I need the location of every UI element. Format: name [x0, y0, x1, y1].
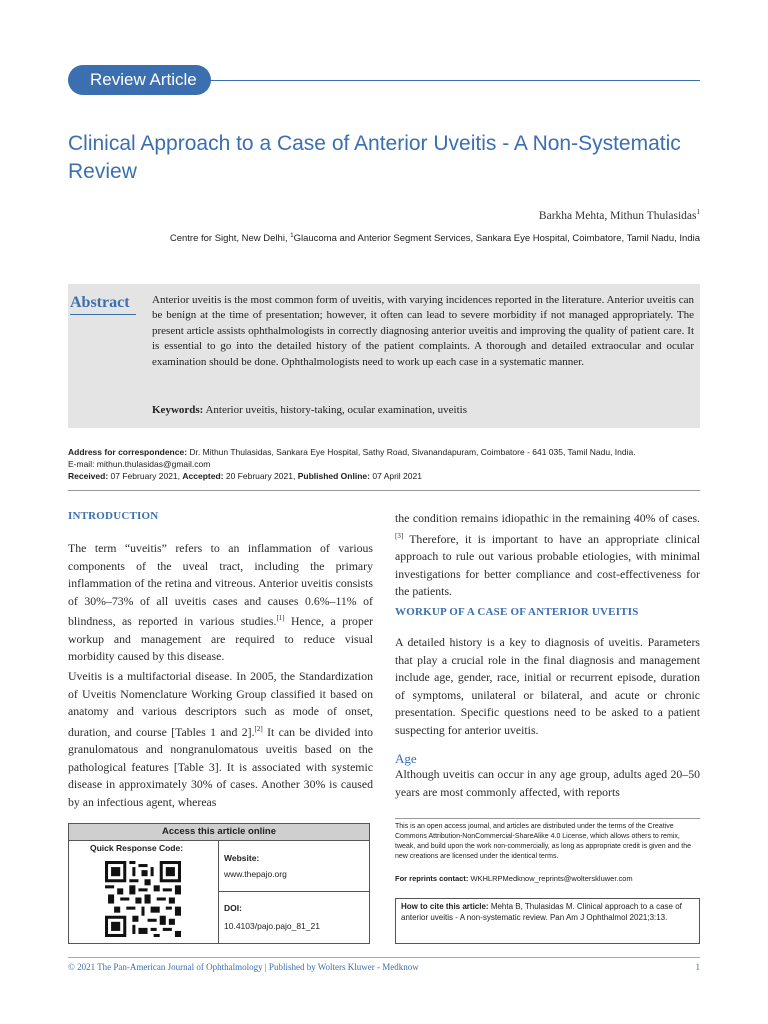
access-divider-h: [68, 840, 370, 841]
access-box-header: Access this article online: [69, 824, 369, 840]
right-paragraph-0: [395, 510, 700, 601]
access-divider-v: [218, 840, 219, 944]
received-date: 07 February 2021,: [110, 471, 181, 481]
published-label: Published Online:: [297, 471, 370, 481]
page-number: 1: [695, 962, 700, 972]
accepted-label: Accepted:: [182, 471, 224, 481]
website-link[interactable]: www.thepajo.org: [224, 869, 287, 879]
affiliation: [170, 233, 700, 244]
license-text: This is an open access journal, and articles are distributed under the terms of the Creative Commons Attribution-NonCommercial-ShareAlike 4.0 License, which allows others to remix, tweak, and build upon the work non-commercially, as long as appropriate credit is given and the new creations are licensed under the identical terms.: [395, 823, 691, 860]
authors-names: Barkha Mehta, Mithun Thulasidas: [538, 209, 697, 222]
keywords: [152, 404, 694, 416]
doi-link[interactable]: 10.4103/pajo.pajo_81_21: [224, 921, 320, 931]
license-divider: [395, 818, 700, 819]
intro-p1-text-cont: Hence, a proper workup and management are required to reduce visual morbidity caused by this disease.: [68, 614, 374, 664]
ref-3[interactable]: [3]: [395, 531, 404, 540]
intro-p2-text-cont: It can be divided into granulomatous and nongranulomatous uveitis based on the pathological features [Table 3]. It is associated with systemic disease in approximately 30% of cases. Another 30% is caused by an infectious agent, whereas: [68, 724, 373, 810]
address-label: Address for correspondence:: [68, 447, 188, 457]
article-type-badge: Review Article: [68, 65, 211, 95]
citation-label: How to cite this article:: [401, 902, 489, 911]
accepted-date: 20 February 2021,: [225, 471, 296, 481]
affiliation-prefix: Centre for Sight, New Delhi,: [169, 233, 291, 245]
reprints-label: For reprints contact:: [395, 874, 469, 883]
email: E-mail: mithun.thulasidas@gmail.com: [68, 459, 211, 469]
citation-body: Mehta B, Thulasidas M. Clinical approach to a case of anterior uveitis - A non-systematic review. Pan Am J Ophthalmol 2021;3:13.: [401, 902, 682, 922]
article-title: Clinical Approach to a Case of Anterior Uveitis - A Non-Systematic Review: [68, 132, 681, 183]
affiliation-sup: 1: [290, 233, 294, 239]
ref-1[interactable]: [1]: [276, 614, 285, 623]
reprints-contact: [395, 874, 705, 883]
authors-sup: 1: [696, 208, 700, 216]
ref-2[interactable]: [2]: [254, 724, 263, 733]
received-label: Received:: [68, 471, 109, 481]
subheading-age: Age: [395, 751, 417, 766]
intro-p2-text: Uveitis is a multifactorial disease. In 2005, the Standardization of Uveitis Nomenclature Working Group classified it based on anatomy and various descriptors such as mode of onset, duration, and course [Tables 1 and 2].: [68, 669, 373, 739]
intro-paragraph-1: [68, 540, 373, 666]
website-label: Website:: [224, 853, 260, 863]
workup-paragraph: A detailed history is a key to diagnosis of uveitis. Parameters that play a crucial role in the final diagnosis and management include age, gender, race, initial or recurrent episode, duration of symptoms, unilateral or bilateral, and acute or chronic presentation. Specific questions need to be asked to a patient suspecting for anterior uveitis.: [395, 635, 700, 737]
meta-divider: [68, 490, 700, 491]
intro-p1-text: The term “uveitis” refers to an inflammation of various components of the uveal tract, including the primary inflammation of the retina and vitreous. Anterior uveitis consists of 30%–73% of all uveitis cases and causes 0.6%–11% of blindness, as reported in various studies.: [68, 541, 373, 629]
footer-rule: [68, 957, 700, 958]
age-paragraph: Although uveitis can occur in any age group, adults aged 20–50 years are most commonly affected, with reports: [395, 767, 700, 799]
published-date: 07 April 2021: [372, 471, 422, 481]
qr-label: Quick Response Code:: [90, 843, 184, 853]
authors: [539, 208, 700, 222]
footer-text: © 2021 The Pan-American Journal of Ophthalmology | Published by Wolters Kluwer - Medknow: [68, 962, 419, 972]
keywords-list: Anterior uveitis, history-taking, ocular examination, uveitis: [205, 404, 467, 416]
right-p0-text-cont: Therefore, it is important to have an appropriate clinical approach to rule out various probable etiologies, with minimal investigations for better compliance and cost-effectiveness for the patients.: [395, 531, 700, 599]
right-p0-text: the condition remains idiopathic in the remaining 40% of cases.: [395, 511, 700, 525]
doi-label: DOI:: [224, 903, 242, 913]
section-heading-introduction: INTRODUCTION: [68, 510, 159, 522]
qr-code-icon[interactable]: [105, 860, 181, 938]
abstract-label-underline: [70, 314, 136, 315]
citation-text: [401, 902, 695, 923]
address-text: Dr. Mithun Thulasidas, Sankara Eye Hospital, Sathy Road, Sivanandapuram, Coimbatore - 641 035, Tamil Nadu, India.: [189, 447, 636, 457]
abstract-label: Abstract: [70, 294, 130, 311]
header-rule: [205, 80, 700, 81]
section-heading-workup: WORKUP OF A CASE OF ANTERIOR UVEITIS: [395, 606, 639, 618]
intro-paragraph-2: [68, 668, 373, 812]
access-divider-h2: [218, 891, 370, 892]
reprints-email[interactable]: WKHLRPMedknow_reprints@wolterskluwer.com: [470, 874, 633, 883]
abstract-text: Anterior uveitis is the most common form of uveitis, with varying incidences reported in the literature. Anterior uveitis can be benign at the time of presentation; however, it often can lead to severe morbidity if not managed appropriately. The present article assists ophthalmologists in correctly diagnosing anterior uveitis and improving the quality of patient care. It is essential to go into the detailed history of the patient complaints. A thorough and detailed extraocular and ocular examination should be done. Ophthalmologists need to work up each case in a systematic manner.: [152, 294, 694, 368]
correspondence-block: [68, 446, 708, 482]
affiliation-rest: Glaucoma and Anterior Segment Services, Sankara Eye Hospital, Coimbatore, Tamil Nadu, India: [293, 233, 700, 245]
keywords-label: Keywords:: [152, 404, 204, 416]
